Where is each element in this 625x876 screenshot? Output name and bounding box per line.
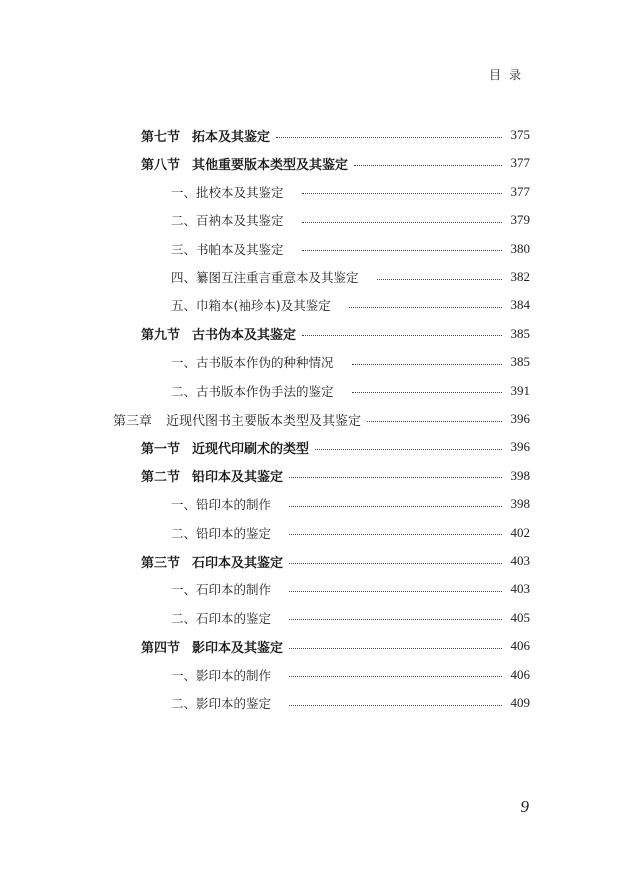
toc-entry-label (141, 324, 296, 343)
toc-entry-title: 一、批校本及其鉴定 (171, 184, 284, 200)
toc-entry-label (171, 240, 284, 258)
toc-entry-page: 391 (510, 382, 530, 398)
dot-leader (349, 307, 502, 308)
dot-leader (302, 335, 502, 336)
toc-entry-item[interactable] (171, 522, 530, 544)
toc-entry-number: 第三节 (141, 555, 181, 571)
toc-entry-label (171, 495, 271, 513)
toc-entry-title: 二、石印本的鉴定 (171, 610, 272, 626)
toc-entry-title: 石印本及其鉴定 (192, 555, 284, 571)
toc-entry-label (141, 438, 309, 457)
toc-entry-label (171, 580, 271, 598)
toc-entry-item[interactable] (171, 181, 530, 203)
toc-entry-label (141, 154, 348, 173)
toc-entry-title: 二、铅印本的鉴定 (171, 525, 272, 541)
toc-entry-number: 第九节 (141, 328, 181, 344)
toc-entry-number: 第二节 (141, 470, 181, 486)
dot-leader (289, 705, 502, 706)
toc-entry-item[interactable] (171, 380, 530, 402)
toc-entry-page: 396 (510, 439, 530, 455)
toc-entry-item[interactable] (171, 578, 530, 600)
dot-leader (289, 676, 502, 677)
toc-entry-chapter[interactable] (113, 408, 530, 430)
toc-entry-page: 398 (510, 496, 530, 512)
toc-entry-page: 380 (510, 240, 530, 256)
toc-entry-title: 二、影印本的鉴定 (171, 696, 272, 711)
toc-entry-item[interactable] (171, 294, 530, 316)
toc-entry-page: 402 (510, 524, 530, 540)
toc-entry-number: 第八节 (141, 157, 181, 173)
dot-leader (289, 477, 502, 478)
dot-leader (289, 534, 502, 535)
toc-entry-item[interactable] (171, 238, 530, 260)
toc-entry-item[interactable] (171, 266, 530, 288)
dot-leader (315, 449, 502, 450)
toc-entry-section[interactable] (141, 550, 530, 572)
toc-entry-number: 第四节 (141, 640, 181, 656)
toc-entry-label (171, 353, 334, 371)
toc-entry-label (171, 296, 331, 314)
toc-entry-page: 403 (510, 581, 530, 597)
dot-leader (289, 506, 502, 507)
toc-entry-section[interactable] (141, 635, 530, 657)
toc-entry-label (171, 694, 271, 712)
toc-entry-label (171, 268, 359, 286)
toc-entry-label (113, 410, 361, 429)
dot-leader (352, 392, 502, 393)
toc-entry-number: 第一节 (141, 441, 181, 457)
toc-entry-title: 其他重要版本类型及其鉴定 (192, 157, 349, 173)
toc-entry-title: 近现代印刷术的类型 (192, 441, 310, 457)
toc-entry-title: 一、石印本的制作 (171, 582, 272, 598)
toc-entry-label (141, 126, 270, 145)
toc-entry-title: 近现代图书主要版本类型及其鉴定 (166, 413, 362, 429)
dot-leader (302, 193, 502, 194)
toc-entry-section[interactable] (141, 436, 530, 458)
toc-entry-page: 375 (510, 127, 530, 142)
toc-entry-item[interactable] (171, 351, 530, 373)
toc-entry-title: 影印本及其鉴定 (192, 640, 284, 656)
toc-entry-page: 382 (510, 269, 530, 284)
toc-entry-title: 一、影印本的制作 (171, 667, 272, 683)
toc-entry-item[interactable] (171, 692, 530, 714)
toc-entry-page: 377 (510, 155, 530, 171)
toc-entry-page: 406 (510, 666, 530, 682)
toc-entry-label (171, 183, 284, 201)
toc-entry-title: 一、古书版本作伪的种种情况 (171, 355, 334, 371)
dot-leader (352, 364, 502, 365)
toc-entry-page: 384 (510, 297, 530, 313)
toc-entry-section[interactable] (141, 465, 530, 487)
toc-entry-number: 第三章 (113, 413, 153, 429)
toc-entry-label (141, 466, 283, 485)
dot-leader (289, 619, 502, 620)
dot-leader (276, 137, 502, 138)
toc-entry-section[interactable] (141, 152, 530, 174)
toc-entry-label (171, 382, 334, 400)
toc-entry-title: 拓本及其鉴定 (192, 129, 271, 145)
toc-entry-title: 一、铅印本的制作 (171, 497, 272, 513)
page-number: 9 (520, 797, 529, 816)
toc-entry-page: 385 (510, 325, 530, 341)
dot-leader (302, 250, 502, 251)
toc-entry-title: 古书伪本及其鉴定 (192, 328, 297, 344)
dot-leader (289, 648, 502, 649)
toc-entry-label (171, 211, 284, 229)
toc-entry-title: 三、书帕本及其鉴定 (171, 241, 284, 257)
toc-entry-number: 第七节 (141, 129, 181, 145)
toc-entry-section[interactable] (141, 124, 530, 146)
dot-leader (367, 421, 502, 422)
running-head: 目录 (488, 68, 529, 82)
toc-entry-page: 406 (510, 638, 530, 654)
toc-entry-page: 385 (510, 354, 530, 370)
toc-entry-item[interactable] (171, 664, 530, 686)
toc-entry-item[interactable] (171, 607, 530, 629)
dot-leader (289, 563, 502, 564)
toc-entry-title: 五、巾箱本(袖珍本)及其鉴定 (171, 298, 331, 314)
toc-entry-page: 403 (510, 553, 530, 568)
toc-entry-title: 铅印本及其鉴定 (192, 470, 284, 486)
toc-entry-label (141, 552, 283, 571)
dot-leader (289, 591, 502, 592)
toc-entry-page: 398 (510, 467, 530, 483)
toc-entry-label (171, 524, 271, 542)
toc-entry-label (171, 666, 271, 684)
dot-leader (377, 279, 502, 280)
dot-leader (354, 165, 502, 166)
toc-entry-page: 396 (510, 411, 530, 426)
toc-entry-title: 四、纂图互注重言重意本及其鉴定 (171, 270, 359, 285)
toc-entry-page: 409 (510, 695, 530, 710)
toc-entry-title: 二、百衲本及其鉴定 (171, 213, 284, 229)
toc-entry-item[interactable] (171, 209, 530, 231)
toc-entry-item[interactable] (171, 493, 530, 515)
toc-entry-label (141, 637, 283, 656)
toc-entry-page: 405 (510, 609, 530, 625)
toc-entry-page: 379 (510, 212, 530, 228)
toc-entry-page: 377 (510, 183, 530, 199)
dot-leader (302, 222, 502, 223)
toc-entry-title: 二、古书版本作伪手法的鉴定 (171, 383, 334, 399)
toc-entry-section[interactable] (141, 323, 530, 345)
toc-entry-label (171, 609, 271, 627)
